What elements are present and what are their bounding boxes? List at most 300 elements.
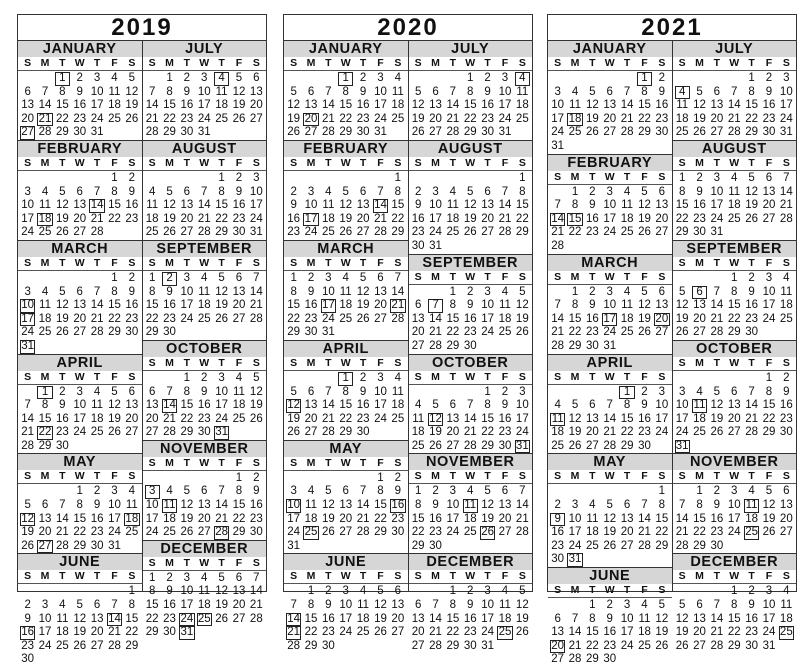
weekday-label: T	[748, 57, 755, 69]
holiday-day: 11	[163, 499, 176, 512]
day-cell: 6	[148, 385, 156, 398]
weekday-header	[284, 570, 408, 584]
day-cell: 3	[519, 385, 526, 398]
week-row	[19, 386, 141, 400]
week-row	[19, 272, 141, 286]
week-row	[549, 540, 671, 554]
day-cell: 10	[197, 85, 211, 98]
day-cell: 6	[394, 585, 402, 598]
day-cell: 24	[73, 426, 87, 439]
day-cell: 19	[125, 99, 139, 112]
week-row	[674, 72, 796, 86]
weekday-label: S	[24, 370, 32, 383]
empty-day	[584, 485, 601, 499]
weekday-label: F	[235, 156, 243, 169]
empty-day	[302, 472, 319, 486]
day-cell: 12	[411, 99, 425, 112]
day-cell: 23	[249, 512, 263, 525]
weekday-header	[284, 157, 408, 171]
week-row	[674, 426, 796, 440]
day-cell: 25	[638, 639, 651, 652]
weekday-label: T	[218, 256, 225, 269]
weekday-label: S	[782, 156, 790, 169]
day-cell: 23	[655, 112, 669, 125]
day-cell: 16	[429, 512, 442, 525]
week-row	[285, 640, 407, 654]
week-row	[144, 499, 266, 513]
holiday-day: 1	[55, 72, 70, 86]
empty-day	[71, 172, 88, 186]
day-cell: 24	[710, 212, 724, 225]
day-cell: 30	[163, 626, 176, 639]
empty-day	[410, 72, 427, 86]
day-cell: 6	[783, 485, 790, 498]
day-cell: 11	[146, 199, 159, 212]
day-cell: 12	[249, 385, 263, 398]
day-cell: 29	[446, 639, 460, 652]
month-block-june	[284, 554, 408, 653]
day-cell: 30	[411, 239, 425, 252]
empty-day	[708, 72, 725, 86]
day-cell: 3	[765, 585, 773, 598]
day-cell: 7	[678, 499, 686, 512]
day-cell: 14	[638, 512, 651, 525]
weekday-label: T	[713, 256, 721, 269]
week-row	[144, 485, 266, 499]
day-cell: 12	[73, 612, 87, 625]
weekday-label: S	[554, 270, 562, 283]
holiday-day: 4	[675, 86, 690, 100]
day-cell: 5	[59, 185, 66, 198]
day-cell: 28	[55, 539, 69, 552]
week-row	[19, 226, 141, 240]
weekday-label: W	[74, 156, 85, 169]
day-cell: 22	[55, 112, 69, 125]
day-cell: 2	[235, 171, 243, 184]
week-row	[285, 226, 407, 240]
weekday-label: F	[377, 156, 384, 169]
month-name: JUNE	[548, 568, 672, 584]
week-row	[549, 226, 671, 240]
weekday-header	[673, 357, 797, 371]
weekday-label: S	[678, 156, 686, 169]
day-cell: 8	[658, 499, 666, 512]
day-cell: 29	[339, 426, 353, 439]
day-cell: 13	[125, 399, 139, 412]
week-row	[674, 513, 796, 527]
weekday-label: W	[465, 470, 476, 483]
day-cell: 18	[197, 299, 211, 312]
day-cell: 21	[429, 626, 442, 639]
weekday-label: S	[252, 556, 260, 569]
day-cell: 2	[307, 271, 315, 284]
day-cell: 9	[201, 385, 208, 398]
day-cell: 28	[551, 339, 565, 352]
day-cell: 4	[783, 271, 790, 284]
week-row	[674, 326, 796, 340]
empty-day	[320, 172, 337, 186]
day-cell: 28	[727, 126, 741, 139]
weekday-label: M	[570, 170, 580, 183]
day-cell: 30	[232, 226, 246, 239]
day-cell: 17	[180, 599, 194, 612]
week-row	[19, 599, 141, 613]
week-row	[144, 372, 266, 386]
month-block-august	[409, 141, 533, 255]
day-cell: 28	[249, 612, 263, 625]
week-row	[410, 426, 532, 440]
day-cell: 19	[638, 212, 651, 225]
day-cell: 3	[623, 599, 631, 612]
empty-day	[144, 72, 161, 86]
empty-day	[462, 386, 479, 400]
weekday-label: T	[359, 456, 367, 469]
day-cell: 11	[676, 99, 689, 112]
day-cell: 25	[693, 426, 706, 439]
day-cell: 14	[710, 299, 724, 312]
empty-day	[302, 372, 319, 386]
week-row	[285, 186, 407, 200]
week-row	[549, 240, 671, 254]
week-row	[285, 526, 407, 540]
month-name: OCTOBER	[673, 341, 797, 357]
week-row	[549, 440, 671, 454]
month-block-september	[409, 255, 533, 355]
day-cell: 8	[449, 599, 457, 612]
empty-day	[708, 372, 725, 386]
weekday-header	[18, 470, 142, 484]
day-cell: 3	[218, 371, 225, 384]
weekday-label: S	[554, 370, 562, 383]
day-cell: 26	[356, 312, 370, 325]
day-cell: 15	[339, 99, 353, 112]
weekday-label: T	[713, 570, 721, 583]
day-cell: 22	[568, 226, 582, 239]
day-cell: 19	[339, 212, 353, 225]
weekday-label: M	[306, 356, 316, 369]
day-cell: 17	[287, 512, 301, 525]
day-cell: 11	[446, 199, 459, 212]
week-row	[410, 413, 532, 427]
empty-day	[285, 72, 302, 86]
day-cell: 19	[411, 112, 425, 125]
empty-day	[549, 599, 566, 613]
day-cell: 7	[111, 599, 118, 612]
day-cell: 7	[325, 85, 332, 98]
month-days	[284, 171, 408, 240]
day-cell: 17	[655, 412, 669, 425]
day-cell: 28	[463, 439, 477, 452]
day-cell: 4	[394, 72, 402, 84]
day-cell: 4	[342, 271, 349, 284]
day-cell: 27	[356, 226, 370, 239]
empty-day	[144, 372, 161, 386]
day-cell: 20	[304, 412, 318, 425]
day-cell: 10	[481, 299, 494, 312]
day-cell: 2	[414, 185, 422, 198]
weekday-label: F	[111, 256, 118, 269]
day-cell: 20	[391, 612, 405, 625]
week-row	[549, 113, 671, 127]
day-cell: 10	[38, 612, 52, 625]
day-cell: 12	[675, 612, 689, 625]
week-row	[144, 172, 266, 186]
weekday-label: F	[641, 370, 648, 383]
day-cell: 26	[215, 312, 228, 325]
day-cell: 29	[125, 639, 139, 652]
weekday-header	[143, 157, 267, 171]
day-cell: 22	[655, 526, 669, 539]
week-row	[674, 272, 796, 286]
day-cell: 19	[215, 599, 228, 612]
day-cell: 26	[762, 526, 776, 539]
weekday-label: T	[218, 356, 225, 369]
month-days	[409, 171, 533, 254]
week-row	[549, 86, 671, 100]
day-cell: 3	[554, 85, 561, 98]
empty-day	[549, 485, 566, 499]
day-cell: 10	[304, 199, 318, 212]
day-cell: 22	[180, 412, 194, 425]
day-cell: 21	[321, 112, 335, 125]
weekday-label: T	[449, 57, 457, 69]
day-cell: 14	[55, 512, 69, 525]
day-cell: 27	[693, 639, 706, 652]
day-cell: 28	[38, 126, 52, 139]
week-row	[285, 199, 407, 213]
day-cell: 1	[394, 171, 402, 184]
month-name: SEPTEMBER	[673, 241, 797, 257]
day-cell: 25	[411, 439, 425, 452]
day-cell: 6	[76, 185, 83, 198]
day-cell: 3	[783, 72, 790, 84]
empty-day	[549, 186, 566, 200]
day-cell: 28	[197, 226, 211, 239]
week-row	[285, 399, 407, 413]
day-cell: 8	[218, 185, 225, 198]
weekday-header	[548, 470, 672, 484]
empty-day	[566, 485, 583, 499]
month-name: JULY	[409, 41, 533, 57]
day-cell: 15	[73, 512, 87, 525]
weekday-label: S	[148, 57, 156, 69]
weekday-label: M	[40, 256, 50, 269]
day-cell: 11	[91, 399, 104, 412]
weekday-label: M	[40, 156, 50, 169]
week-row	[549, 299, 671, 313]
weekday-label: T	[218, 57, 225, 69]
day-cell: 9	[394, 485, 402, 498]
weekday-header	[143, 457, 267, 471]
weekday-label: W	[340, 256, 351, 269]
day-cell: 12	[638, 199, 651, 212]
day-cell: 8	[111, 185, 118, 198]
weekday-label: M	[306, 570, 316, 583]
empty-day	[88, 172, 105, 186]
day-cell: 19	[638, 312, 651, 325]
day-cell: 24	[568, 539, 582, 552]
day-cell: 19	[585, 112, 599, 125]
day-cell: 30	[391, 526, 405, 539]
day-cell: 31	[429, 239, 442, 252]
day-cell: 27	[693, 326, 706, 339]
day-cell: 2	[748, 271, 755, 284]
day-cell: 6	[658, 185, 666, 198]
day-cell: 9	[93, 499, 101, 512]
day-cell: 28	[638, 539, 651, 552]
week-row	[674, 413, 796, 427]
month-days	[18, 71, 142, 140]
day-cell: 26	[515, 326, 529, 339]
day-cell: 7	[713, 599, 721, 612]
day-cell: 10	[603, 199, 617, 212]
week-row	[674, 499, 796, 513]
day-cell: 9	[783, 385, 790, 398]
weekday-label: T	[183, 256, 191, 269]
day-cell: 8	[731, 285, 738, 298]
week-row	[410, 485, 532, 499]
day-cell: 16	[304, 299, 318, 312]
empty-day	[36, 272, 53, 286]
empty-day	[549, 386, 566, 400]
holiday-day: 20	[551, 639, 565, 652]
day-cell: 24	[145, 526, 159, 539]
week-row	[674, 640, 796, 654]
weekday-label: S	[414, 570, 422, 583]
day-cell: 27	[125, 426, 139, 439]
holiday-day: 1	[637, 72, 652, 86]
day-cell: 19	[693, 112, 706, 125]
day-cell: 23	[429, 526, 442, 539]
day-cell: 29	[411, 539, 425, 552]
day-cell: 14	[38, 99, 52, 112]
weekday-label: S	[658, 584, 666, 597]
weekday-label: S	[290, 57, 298, 69]
holiday-day: 25	[304, 526, 318, 539]
week-row	[285, 585, 407, 599]
day-cell: 4	[501, 585, 509, 598]
week-row	[144, 599, 266, 613]
week-row	[549, 413, 671, 427]
month-name: JANUARY	[284, 41, 408, 57]
day-cell: 16	[73, 99, 87, 112]
weekday-label: S	[252, 156, 260, 169]
day-cell: 22	[446, 626, 460, 639]
weekday-header	[409, 570, 533, 584]
day-cell: 11	[638, 612, 651, 625]
day-cell: 15	[463, 99, 477, 112]
day-cell: 16	[163, 599, 176, 612]
week-row	[674, 86, 796, 100]
day-cell: 29	[339, 126, 353, 139]
month-block-december	[143, 541, 267, 640]
day-cell: 18	[515, 99, 529, 112]
day-cell: 1	[166, 72, 173, 84]
day-cell: 5	[183, 485, 191, 498]
day-cell: 23	[287, 226, 301, 239]
day-cell: 11	[569, 99, 581, 112]
weekday-label: F	[641, 584, 648, 597]
weekday-label: T	[449, 270, 457, 283]
empty-day	[410, 585, 427, 599]
day-cell: 10	[215, 385, 228, 398]
weekday-label: S	[782, 470, 790, 483]
empty-day	[427, 386, 444, 400]
day-cell: 16	[710, 512, 724, 525]
day-cell: 9	[748, 599, 755, 612]
day-cell: 17	[568, 526, 582, 539]
month-days	[673, 171, 797, 240]
holiday-day: 14	[374, 199, 387, 212]
holiday-day: 31	[21, 339, 35, 352]
week-row	[549, 626, 671, 640]
week-row	[144, 399, 266, 413]
weekday-label: T	[359, 57, 367, 69]
month-days	[143, 271, 267, 340]
day-cell: 14	[745, 399, 758, 412]
weekday-label: T	[484, 370, 491, 383]
day-cell: 2	[201, 371, 208, 384]
day-cell: 22	[693, 526, 706, 539]
empty-day	[708, 585, 725, 599]
day-cell: 24	[374, 112, 387, 125]
weekday-label: M	[695, 156, 704, 169]
day-cell: 31	[710, 226, 724, 239]
day-cell: 25	[232, 412, 246, 425]
day-cell: 10	[655, 399, 669, 412]
day-cell: 27	[232, 612, 246, 625]
empty-day	[618, 72, 635, 86]
holiday-day: 31	[675, 439, 689, 452]
holiday-day: 25	[745, 526, 758, 539]
day-cell: 24	[180, 312, 194, 325]
month-days	[548, 185, 672, 254]
day-cell: 20	[125, 412, 139, 425]
day-cell: 12	[321, 499, 335, 512]
day-cell: 7	[623, 85, 631, 98]
empty-day	[320, 472, 337, 486]
day-cell: 6	[307, 85, 315, 98]
day-cell: 20	[73, 312, 87, 325]
day-cell: 27	[727, 426, 741, 439]
day-cell: 22	[727, 626, 741, 639]
empty-day	[618, 485, 635, 499]
day-cell: 16	[125, 299, 139, 312]
day-cell: 17	[108, 512, 121, 525]
day-cell: 28	[620, 126, 634, 139]
day-cell: 16	[693, 199, 706, 212]
day-cell: 7	[606, 399, 613, 412]
weekday-label: T	[183, 356, 191, 369]
day-cell: 8	[571, 299, 579, 312]
weekday-label: S	[290, 570, 298, 583]
day-cell: 13	[693, 299, 706, 312]
day-cell: 30	[125, 326, 139, 339]
weekday-label: S	[394, 456, 402, 469]
month-name: MAY	[18, 454, 142, 470]
day-cell: 21	[215, 512, 228, 525]
day-cell: 10	[429, 199, 442, 212]
day-cell: 27	[655, 226, 669, 239]
day-cell: 30	[779, 426, 793, 439]
day-cell: 23	[55, 426, 69, 439]
week-row	[410, 640, 532, 654]
day-cell: 6	[201, 485, 208, 498]
day-cell: 28	[391, 312, 405, 325]
day-cell: 25	[675, 126, 689, 139]
day-cell: 28	[745, 426, 758, 439]
day-cell: 12	[108, 399, 121, 412]
